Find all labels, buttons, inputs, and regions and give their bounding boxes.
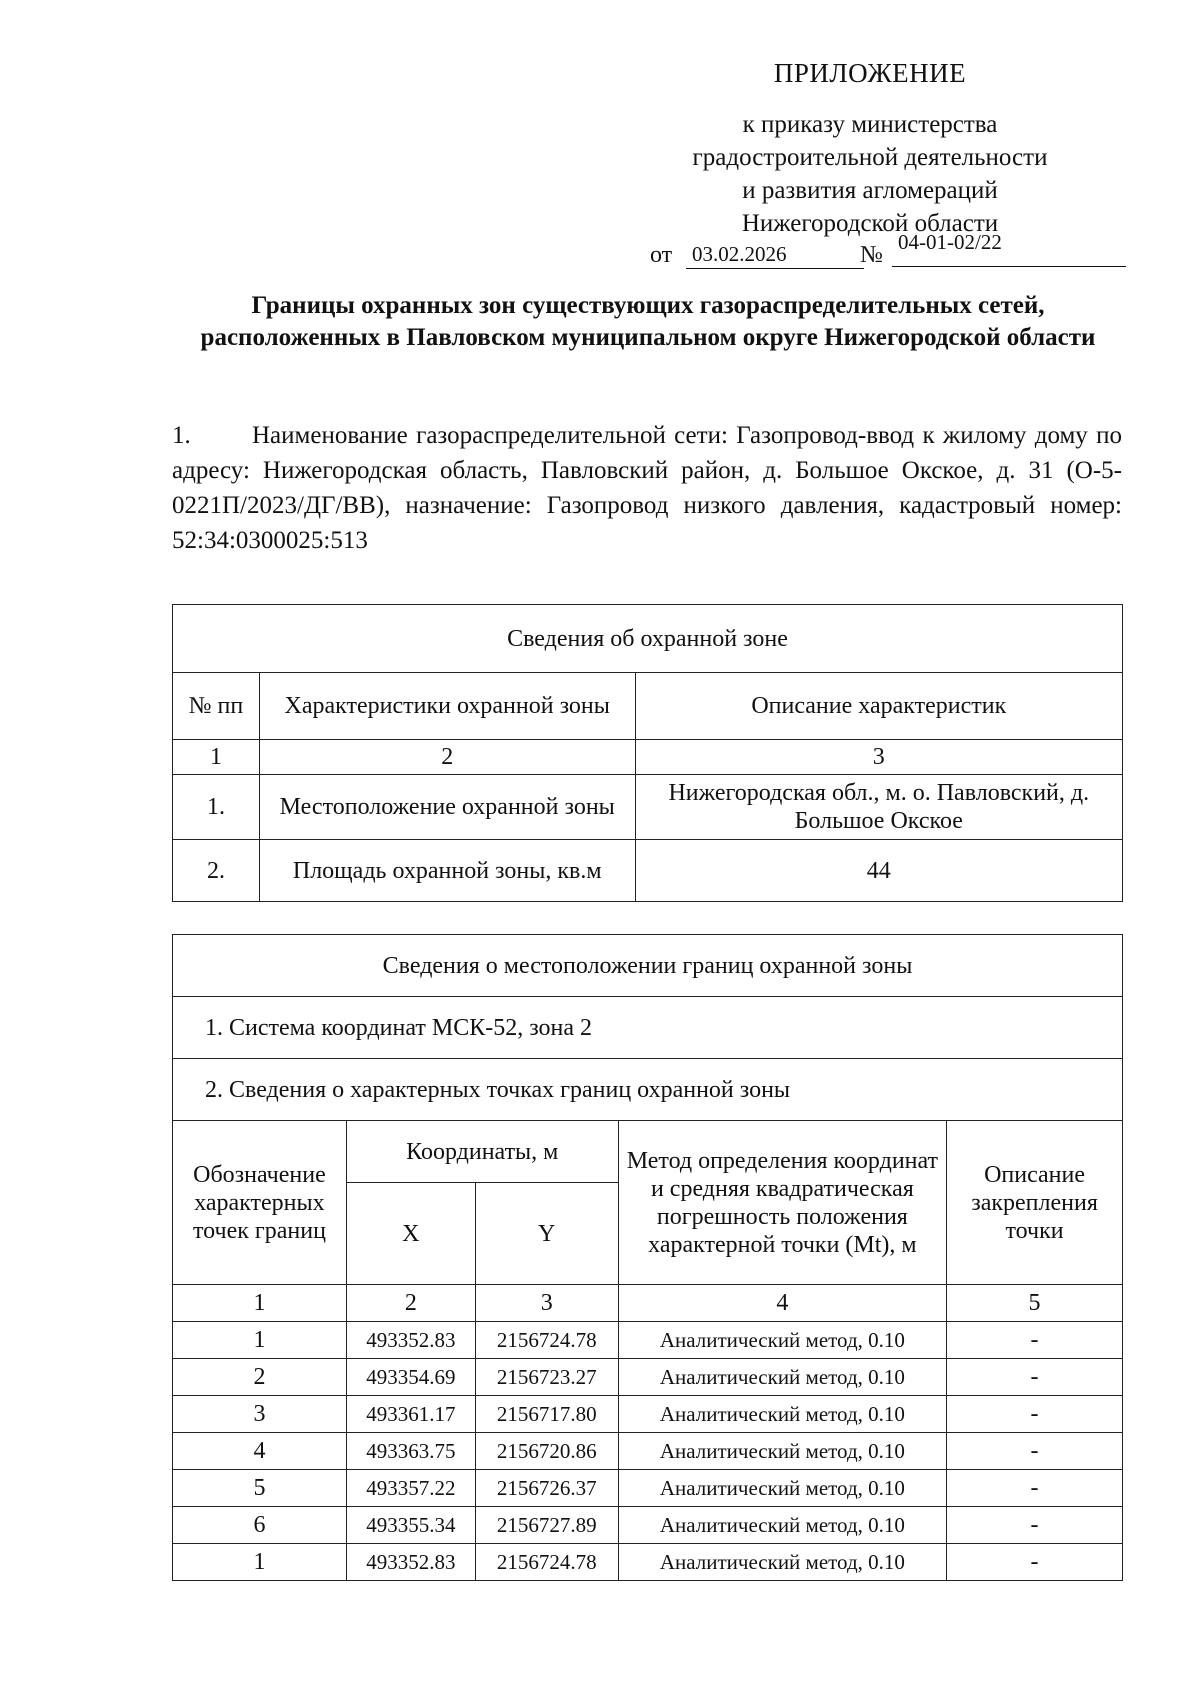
paragraph-text: Наименование газораспределительной сети: Газопровод-ввод к жилому дому по адресу: Нижегородская область, Павловский район, д. Большое Окское, д. 31 (О-5-0221П/2023/ДГ/ВВ), назначение: Газопровод низкого давления, кадастровый номер: 52:34:0300025:513 <box>172 422 1122 554</box>
header-cell: Описание характеристик <box>635 673 1122 740</box>
index-cell: 2 <box>346 1285 475 1322</box>
table-row <box>173 1433 1123 1470</box>
point-y: 2156724.78 <box>475 1544 618 1581</box>
point-method: Аналитический метод, 0.10 <box>618 1544 946 1581</box>
network-description <box>172 418 1122 558</box>
point-y: 2156724.78 <box>475 1322 618 1359</box>
row-number: 1. <box>173 775 260 840</box>
point-x: 493354.69 <box>346 1359 475 1396</box>
document-title: Границы охранных зон существующих газораспределительных сетей, расположенных в Павловском муниципальном округе Нижегородской области <box>200 292 1096 351</box>
point-y: 2156720.86 <box>475 1433 618 1470</box>
point-y: 2156717.80 <box>475 1396 618 1433</box>
table-row <box>173 1359 1123 1396</box>
point-method: Аналитический метод, 0.10 <box>618 1470 946 1507</box>
point-method: Аналитический метод, 0.10 <box>618 1322 946 1359</box>
table-row <box>173 1507 1123 1544</box>
header-fixing-description: Описание закрепления точки <box>947 1121 1123 1285</box>
header-cell: Характеристики охранной зоны <box>259 673 635 740</box>
point-method: Аналитический метод, 0.10 <box>618 1396 946 1433</box>
index-cell: 3 <box>635 740 1122 775</box>
point-description: - <box>947 1322 1123 1359</box>
appendix-line: и развития агломераций <box>742 177 998 204</box>
order-date: 03.02.2026 <box>686 242 864 269</box>
point-method: Аналитический метод, 0.10 <box>618 1359 946 1396</box>
point-id: 1 <box>173 1322 347 1359</box>
index-cell: 1 <box>173 1285 347 1322</box>
point-id: 1 <box>173 1544 347 1581</box>
point-y: 2156727.89 <box>475 1507 618 1544</box>
table-row <box>173 1470 1123 1507</box>
table-row <box>173 1396 1123 1433</box>
point-id: 3 <box>173 1396 347 1433</box>
table-row <box>173 840 1123 902</box>
index-cell: 4 <box>618 1285 946 1322</box>
row-number: 2. <box>173 840 260 902</box>
point-description: - <box>947 1359 1123 1396</box>
boundary-caption: Сведения о местоположении границ охранной зоны <box>173 935 1123 997</box>
point-x: 493361.17 <box>346 1396 475 1433</box>
appendix-line: к приказу министерства <box>742 111 998 138</box>
row-description: Нижегородская обл., м. о. Павловский, д. Большое Окское <box>635 775 1122 840</box>
point-id: 4 <box>173 1433 347 1470</box>
index-cell: 3 <box>475 1285 618 1322</box>
order-date-number-row <box>650 230 1120 270</box>
point-id: 6 <box>173 1507 347 1544</box>
point-method: Аналитический метод, 0.10 <box>618 1433 946 1470</box>
point-y: 2156723.27 <box>475 1359 618 1396</box>
index-cell: 2 <box>259 740 635 775</box>
zone-info-caption: Сведения об охранной зоне <box>173 605 1123 673</box>
point-x: 493355.34 <box>346 1507 475 1544</box>
row-description: 44 <box>635 840 1122 902</box>
point-x: 493352.83 <box>346 1544 475 1581</box>
order-number: 04-01-02/22 <box>892 230 1126 267</box>
row-characteristic: Местоположение охранной зоны <box>259 775 635 840</box>
point-x: 493363.75 <box>346 1433 475 1470</box>
boundary-table <box>172 934 1123 1581</box>
row-characteristic: Площадь охранной зоны, кв.м <box>259 840 635 902</box>
point-description: - <box>947 1544 1123 1581</box>
appendix-line: градостроительной деятельности <box>692 144 1048 171</box>
point-method: Аналитический метод, 0.10 <box>618 1507 946 1544</box>
header-point-designation: Обозначение характерных точек границ <box>173 1121 347 1285</box>
point-description: - <box>947 1396 1123 1433</box>
appendix-order-text <box>640 108 1100 240</box>
header-cell: № пп <box>173 673 260 740</box>
point-description: - <box>947 1470 1123 1507</box>
points-caption: 2. Сведения о характерных точках границ охранной зоны <box>173 1059 1123 1121</box>
point-description: - <box>947 1433 1123 1470</box>
paragraph-number: 1. <box>172 422 191 449</box>
appendix-line: Нижегородской области <box>741 210 999 237</box>
appendix-title: ПРИЛОЖЕНИЕ <box>773 58 967 88</box>
table-row <box>173 775 1123 840</box>
table-row <box>173 1544 1123 1581</box>
coordinate-system: 1. Система координат МСК-52, зона 2 <box>173 997 1123 1059</box>
point-x: 493357.22 <box>346 1470 475 1507</box>
header-x: X <box>346 1183 475 1285</box>
point-description: - <box>947 1507 1123 1544</box>
date-prefix: от <box>650 242 673 268</box>
header-y: Y <box>475 1183 618 1285</box>
zone-info-table <box>172 604 1123 902</box>
point-y: 2156726.37 <box>475 1470 618 1507</box>
table-row <box>173 1322 1123 1359</box>
point-id: 2 <box>173 1359 347 1396</box>
index-cell: 1 <box>173 740 260 775</box>
header-method: Метод определения координат и средняя квадратическая погрешность положения характерной точки (Mt), м <box>618 1121 946 1285</box>
point-x: 493352.83 <box>346 1322 475 1359</box>
point-id: 5 <box>173 1470 347 1507</box>
number-prefix: № <box>860 242 883 268</box>
header-coordinates: Координаты, м <box>346 1121 618 1183</box>
index-cell: 5 <box>947 1285 1123 1322</box>
